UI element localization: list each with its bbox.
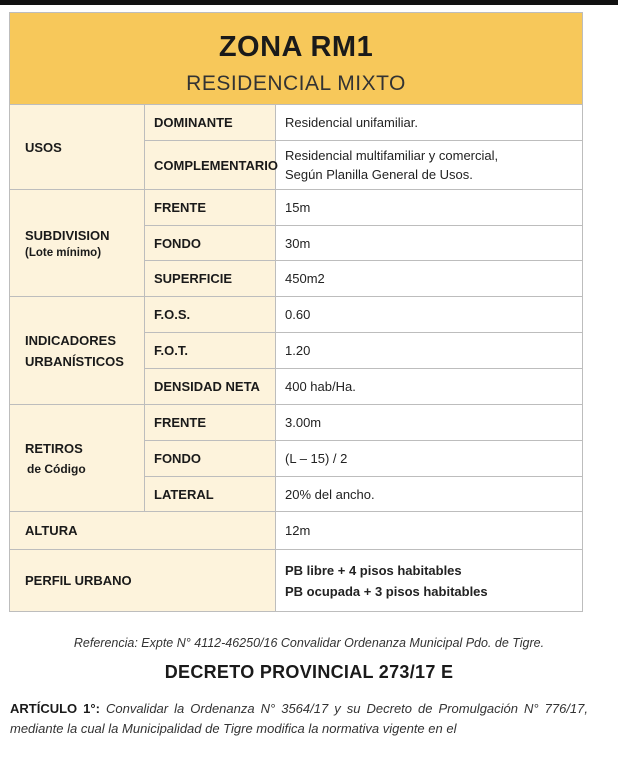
param-value: 450m2 xyxy=(276,261,583,297)
param-value xyxy=(276,141,583,190)
category-indicadores xyxy=(10,297,145,405)
value-line: Según Planilla General de Usos. xyxy=(285,167,473,182)
category-label: INDICADORES xyxy=(25,332,117,348)
param-label: FRENTE xyxy=(145,405,276,441)
param-value: 20% del ancho. xyxy=(276,477,583,512)
category-label: SUBDIVISION xyxy=(25,227,110,243)
param-label: COMPLEMENTARIO xyxy=(145,141,276,190)
param-value: 15m xyxy=(276,190,583,226)
param-label: FONDO xyxy=(145,226,276,261)
param-value: 400 hab/Ha. xyxy=(276,369,583,405)
table-row xyxy=(10,405,583,441)
param-value xyxy=(276,550,583,612)
zone-table xyxy=(9,12,583,612)
value-line: PB libre + 4 pisos habitables xyxy=(285,562,462,578)
zone-subtitle: RESIDENCIAL MIXTO xyxy=(186,71,406,95)
param-label: FONDO xyxy=(145,441,276,477)
param-value: (L – 15) / 2 xyxy=(276,441,583,477)
param-value: 0.60 xyxy=(276,297,583,333)
param-label: DENSIDAD NETA xyxy=(145,369,276,405)
table-row xyxy=(10,190,583,226)
table-row xyxy=(10,297,583,333)
article-text: Convalidar la Ordenanza N° 3564/17 y su Decreto de Promulgación N° 776/17, mediante la cual la Municipalidad de Tigre modifica la normativa vigente en el xyxy=(10,701,588,736)
category-sublabel: de Código xyxy=(27,461,86,476)
value-line: PB ocupada + 3 pisos habitables xyxy=(285,583,488,599)
category-label: USOS xyxy=(25,139,62,155)
param-label: F.O.T. xyxy=(145,333,276,369)
param-label: SUPERFICIE xyxy=(145,261,276,297)
category-label: URBANÍSTICOS xyxy=(25,353,124,369)
param-label: F.O.S. xyxy=(145,297,276,333)
zone-header xyxy=(10,13,583,105)
param-value: 30m xyxy=(276,226,583,261)
param-value: 1.20 xyxy=(276,333,583,369)
category-retiros xyxy=(10,405,145,512)
category-subdivision xyxy=(10,190,145,297)
decree-heading: DECRETO PROVINCIAL 273/17 E xyxy=(164,662,454,682)
param-label: LATERAL xyxy=(145,477,276,512)
param-label: FRENTE xyxy=(145,190,276,226)
value-line: Residencial multifamiliar y comercial, xyxy=(285,148,499,163)
category-label: RETIROS xyxy=(25,440,83,456)
category-sublabel: (Lote mínimo) xyxy=(25,246,102,259)
zone-title: ZONA RM1 xyxy=(218,30,374,63)
category-perfil: PERFIL URBANO xyxy=(10,550,276,612)
article-paragraph xyxy=(10,699,588,739)
param-value: 12m xyxy=(276,512,583,550)
category-usos xyxy=(10,105,145,190)
table-row xyxy=(10,512,583,550)
param-value: 3.00m xyxy=(276,405,583,441)
reference-note: Referencia: Expte N° 4112-46250/16 Convalidar Ordenanza Municipal Pdo. de Tigre. xyxy=(73,636,545,650)
table-row xyxy=(10,105,583,141)
param-label: DOMINANTE xyxy=(145,105,276,141)
param-value: Residencial unifamiliar. xyxy=(276,105,583,141)
top-border xyxy=(0,0,618,5)
article-label: ARTÍCULO 1°: xyxy=(10,701,100,716)
table-row xyxy=(10,550,583,612)
category-altura: ALTURA xyxy=(10,512,276,550)
